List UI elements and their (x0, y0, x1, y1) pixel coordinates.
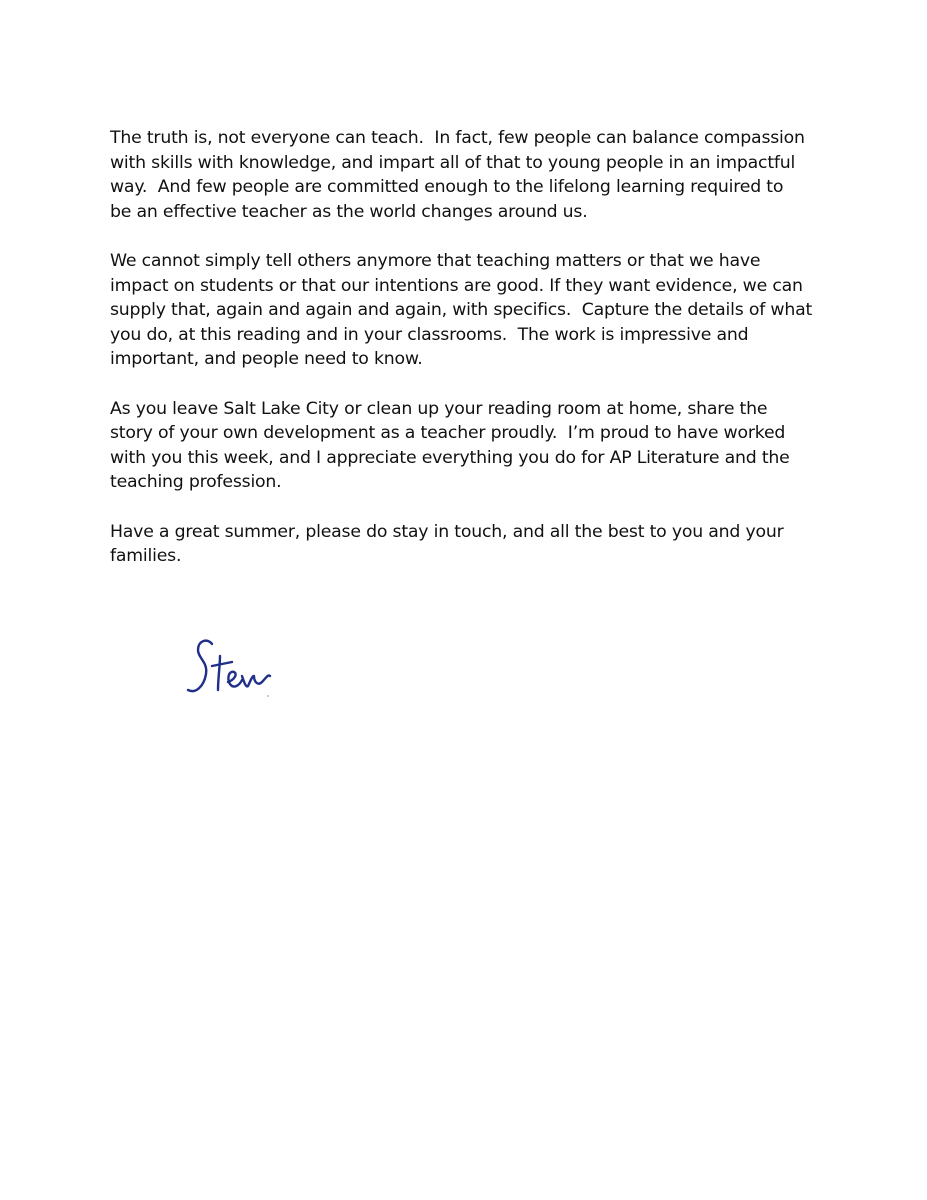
paragraph-line: with you this week, and I appreciate everything you do for AP Literature and the (110, 447, 790, 468)
paragraph-line: Have a great summer, please do stay in touch, and all the best to you and your (110, 521, 784, 542)
paragraph-line: We cannot simply tell others anymore that teaching matters or that we have (110, 250, 761, 271)
paragraph-line: way. And few people are committed enough to the lifelong learning required to (110, 177, 784, 198)
letter-body (110, 126, 813, 593)
paragraph-1 (110, 126, 810, 224)
paragraph-line: you do, at this reading and in your classrooms. The work is impressive and (110, 324, 749, 345)
paragraph-4 (110, 520, 810, 569)
paragraph-line: important, and people need to know. (110, 349, 423, 370)
paragraph-3 (110, 397, 810, 495)
handwritten-signature (182, 632, 282, 702)
paragraph-line: teaching profession. (110, 472, 282, 493)
paragraph-line: families. (110, 546, 182, 567)
paragraph-line: As you leave Salt Lake City or clean up your reading room at home, share the (110, 398, 768, 419)
paragraph-line: be an effective teacher as the world changes around us. (110, 201, 588, 222)
paragraph-line: impact on students or that our intentions are good. If they want evidence, we can (110, 275, 803, 296)
paragraph-line: The truth is, not everyone can teach. In fact, few people can balance compassion (110, 128, 805, 148)
paragraph-line: with skills with knowledge, and impart all of that to young people in an impactful (110, 152, 796, 173)
paragraph-line: story of your own development as a teacher proudly. I’m proud to have worked (110, 423, 786, 444)
paragraph-2 (110, 249, 813, 372)
paragraph-line: supply that, again and again and again, with specifics. Capture the details of what (110, 300, 813, 321)
